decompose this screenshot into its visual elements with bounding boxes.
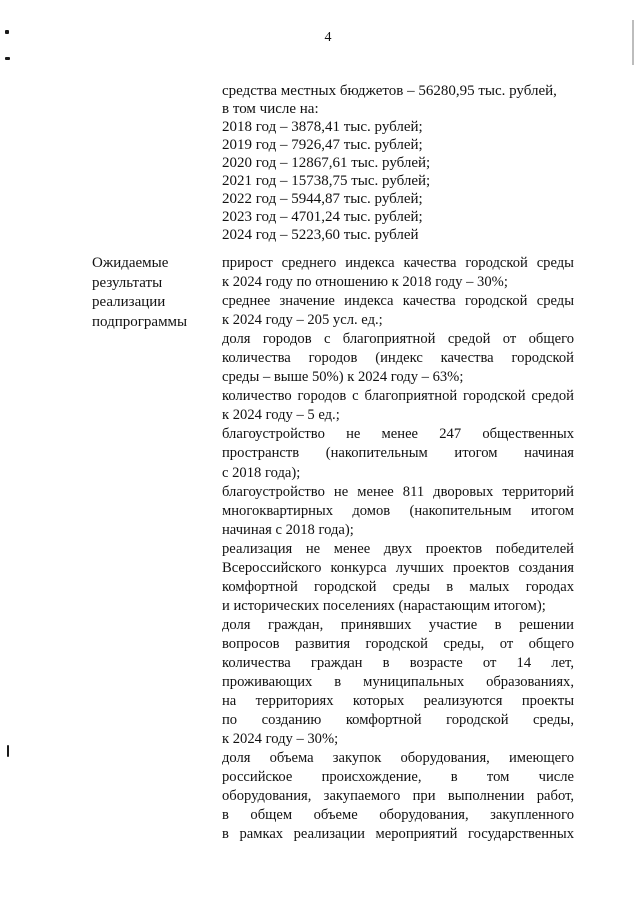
result-line: и исторических поселениях (нарастающим итогом);	[222, 597, 546, 614]
result-line: в рамках реализации мероприятий государственных	[222, 826, 574, 843]
funding-line: 2022 год – 5944,87 тыс. рублей;	[222, 191, 423, 207]
result-line: на территориях которых реализуются проекты	[222, 693, 574, 710]
result-line: количества городов (индекс качества городской	[222, 350, 574, 367]
funding-line: 2018 год – 3878,41 тыс. рублей;	[222, 119, 423, 135]
label-line: реализации	[92, 294, 166, 310]
funding-line: в том числе на:	[222, 101, 319, 117]
result-line: комфортной городской среды в малых городах	[222, 578, 574, 595]
result-line: доля объема закупок оборудования, имеющего	[222, 750, 574, 767]
funding-line: 2021 год – 15738,75 тыс. рублей;	[222, 173, 431, 189]
result-line: Всероссийского конкурса лучших проектов создания	[222, 559, 574, 576]
funding-line: 2023 год – 4701,24 тыс. рублей;	[222, 209, 423, 225]
result-line: среды – выше 50%) к 2024 году – 63%;	[222, 369, 464, 386]
scan-mark-upper	[5, 57, 10, 60]
funding-line: 2020 год – 12867,61 тыс. рублей;	[222, 155, 431, 171]
result-line: количество городов с благоприятной городской средой	[222, 388, 574, 405]
result-line: количества граждан в возрасте от 14 лет,	[222, 654, 574, 671]
result-line: пространств (накопительным итогом начиная	[222, 445, 574, 462]
result-line: к 2024 году – 5 ед.;	[222, 407, 340, 424]
result-line: среднее значение индекса качества городской среды	[222, 293, 574, 310]
result-line: к 2024 году по отношению к 2018 году – 30%;	[222, 274, 508, 291]
result-line: с 2018 года);	[222, 464, 301, 481]
result-line: доля городов с благоприятной средой от общего	[222, 331, 574, 348]
result-line: проживающих в муниципальных образованиях,	[222, 674, 574, 691]
scan-mark-lower	[7, 745, 9, 757]
result-line: реализация не менее двух проектов победителей	[222, 540, 574, 557]
funding-line: 2024 год – 5223,60 тыс. рублей	[222, 227, 419, 243]
result-line: к 2024 году – 30%;	[222, 731, 339, 748]
result-line: вопросов развития городской среды, от общего	[222, 635, 574, 652]
result-line: благоустройство не менее 811 дворовых территорий	[222, 483, 574, 500]
funding-block	[222, 82, 578, 244]
result-line: многоквартирных домов (накопительным итогом	[222, 502, 574, 519]
label-line: подпрограммы	[92, 313, 188, 330]
label-line: Ожидаемые	[92, 255, 169, 271]
expected-results-label	[92, 254, 212, 332]
result-line: оборудования, закупаемого при выполнении работ,	[222, 788, 574, 805]
result-line: доля граждан, принявших участие в решении	[222, 616, 574, 633]
funding-line: 2019 год – 7926,47 тыс. рублей;	[222, 137, 423, 153]
result-line: к 2024 году – 205 усл. ед.;	[222, 312, 383, 329]
result-line: в общем объеме оборудования, закупленного	[222, 807, 574, 824]
label-line: результаты	[92, 274, 163, 291]
result-line: прирост среднего индекса качества городской среды	[222, 255, 574, 271]
result-line: благоустройство не менее 247 общественных	[222, 426, 574, 443]
funding-line: средства местных бюджетов – 56280,95 тыс. рублей,	[222, 83, 557, 99]
result-line: российское происхождение, в том числе	[222, 769, 574, 786]
result-line: начиная с 2018 года);	[222, 521, 354, 538]
page-number: 4	[324, 30, 332, 45]
expected-results-text	[222, 254, 574, 844]
result-line: по созданию комфортной городской среды,	[222, 712, 574, 729]
